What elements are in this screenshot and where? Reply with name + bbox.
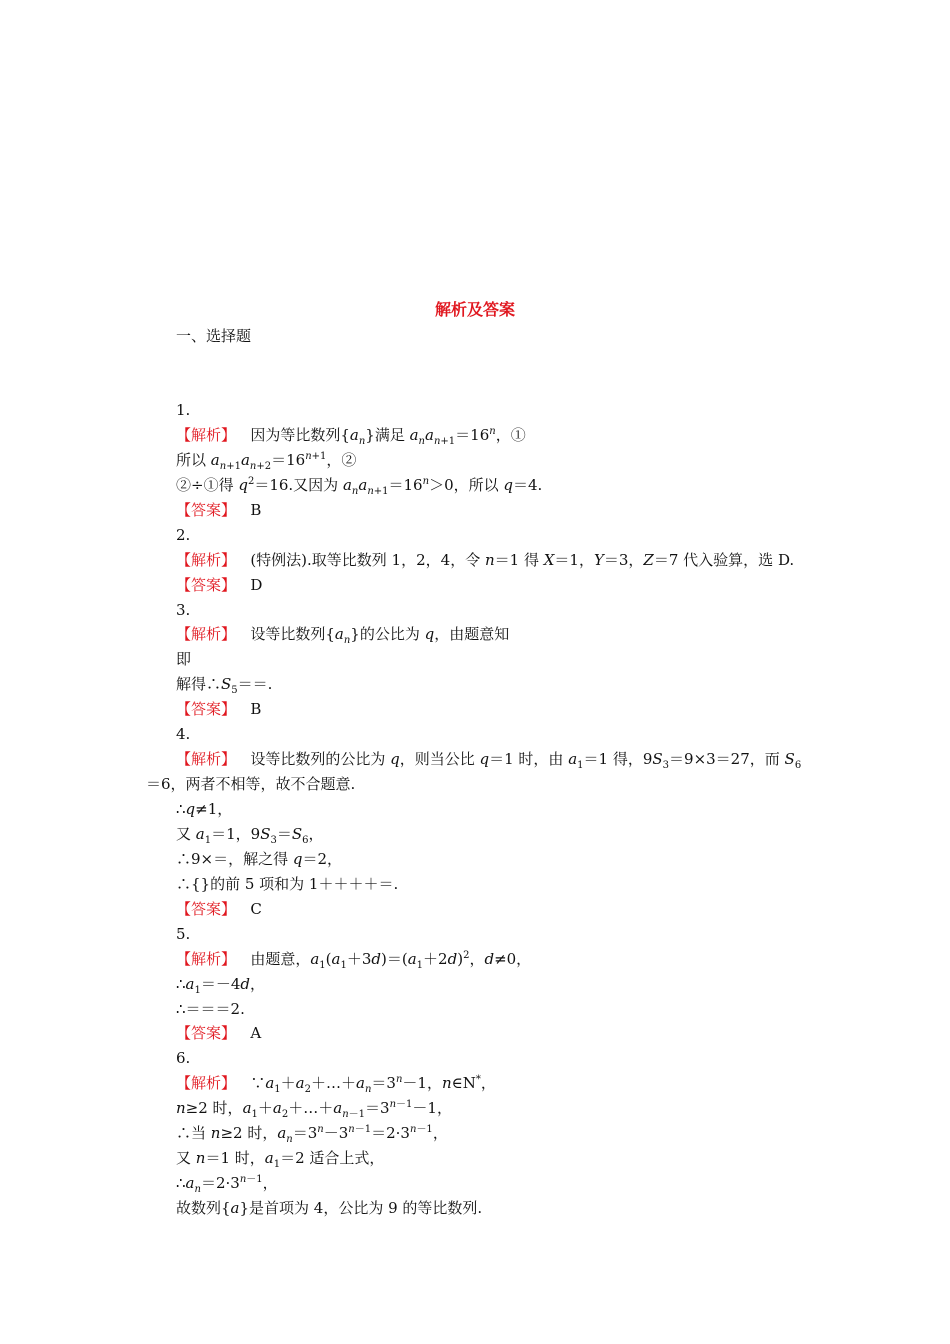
analysis-line: 【解析】 由题意，$a_1(a_1+3d)=(a_1+2d)^2$，d≠0， (176, 949, 532, 971)
question-number: 4. (176, 725, 191, 744)
analysis-tag: 【解析】 (176, 625, 237, 644)
answer-tag: 【答案】 (176, 575, 237, 594)
solution-line: 又 n＝1 时，$a_1=2$ 适合上式， (176, 1149, 385, 1171)
analysis-line: 【解析】 设等比数列的公比为 q，则当公比 q＝1 时，由 $a_1=1$ 得，$9S_3=9\times 3=27$，而 $S_6$ (176, 750, 802, 772)
answer-tag: 【答案】 (176, 899, 237, 918)
analysis-line: 【解析】 因为等比数列$\{a_n\}$满足 $a_na_{n+1}=16^n$，① (176, 425, 526, 447)
answer-tag: 【答案】 (176, 500, 237, 519)
solution-line: 所以 $a_{n+1}a_{n+2}=16^{n+1}$，② (176, 450, 357, 472)
answer-line: 【答案】 C (176, 899, 262, 918)
analysis-tag: 【解析】 (176, 750, 237, 769)
answer-tag: 【答案】 (176, 1024, 237, 1043)
question-number: 5. (176, 924, 191, 943)
solution-line: ∴{}的前 5 项和为 1＋＋＋＋＝. (176, 874, 399, 893)
solution-line: $\therefore a_n=2\cdot 3^{n-1}$， (176, 1174, 278, 1196)
solution-line: 故数列{a}是首项为 4，公比为 9 的等比数列. (176, 1199, 483, 1217)
analysis-tag: 【解析】 (176, 550, 237, 569)
answer-tag: 【答案】 (176, 700, 237, 719)
answer-line: 【答案】 B (176, 500, 262, 519)
solution-line: 即 (176, 650, 192, 669)
solution-line: n≥2 时，$a_1+a_2+\dots+a_{n-1}=3^{n-1}-1$， (176, 1099, 452, 1121)
analysis-tag: 【解析】 (176, 949, 237, 968)
section-heading: 一、选择题 (176, 327, 252, 345)
analysis-line: 【解析】 $\because a_1+a_2+\dots+a_n=3^n-1$，n∈N*， (176, 1074, 496, 1096)
solution-line: $\therefore a_1=-4d$， (176, 974, 266, 996)
solution-line: ∴＝＝＝2. (176, 999, 245, 1018)
question-number: 3. (176, 600, 191, 619)
question-number: 2. (176, 525, 191, 544)
analysis-tag: 【解析】 (176, 425, 237, 444)
solution-line: ∴q≠1， (176, 800, 233, 818)
solution-line: ∴9×＝，解之得 q＝2， (176, 849, 343, 868)
question-number: 6. (176, 1049, 191, 1068)
page-title: 解析及答案 (434, 300, 515, 319)
solution-line: 解得$\therefore S_5==$. (176, 675, 273, 697)
solution-line: 又 $a_1=1$，$9S_3=S_6$， (176, 824, 324, 846)
analysis-line: 【解析】 (特例法).取等比数列 1，2，4，令 n＝1 得 X＝1，Y＝3，Z＝7 代入验算，选 D. (176, 550, 795, 569)
solution-line: ＝6，两者不相等，故不合题意. (146, 775, 356, 794)
analysis-tag: 【解析】 (176, 1074, 237, 1093)
question-number: 1. (176, 401, 191, 419)
solution-body (146, 398, 816, 1221)
answer-line: 【答案】 A (176, 1024, 262, 1043)
answer-line: 【答案】 B (176, 700, 262, 719)
analysis-line: 【解析】 设等比数列$\{a_n\}$的公比为 q，由题意知 (176, 625, 510, 647)
solution-line: ∴当 n≥2 时，$a_n=3^n-3^{n-1}=2\cdot 3^{n-1}$， (176, 1124, 448, 1146)
solution-line: ②÷①得 $q^2=16$.又因为 $a_na_{n+1}=16^n>0$，所以 q＝4. (176, 475, 543, 497)
answer-line: 【答案】 D (176, 575, 263, 594)
